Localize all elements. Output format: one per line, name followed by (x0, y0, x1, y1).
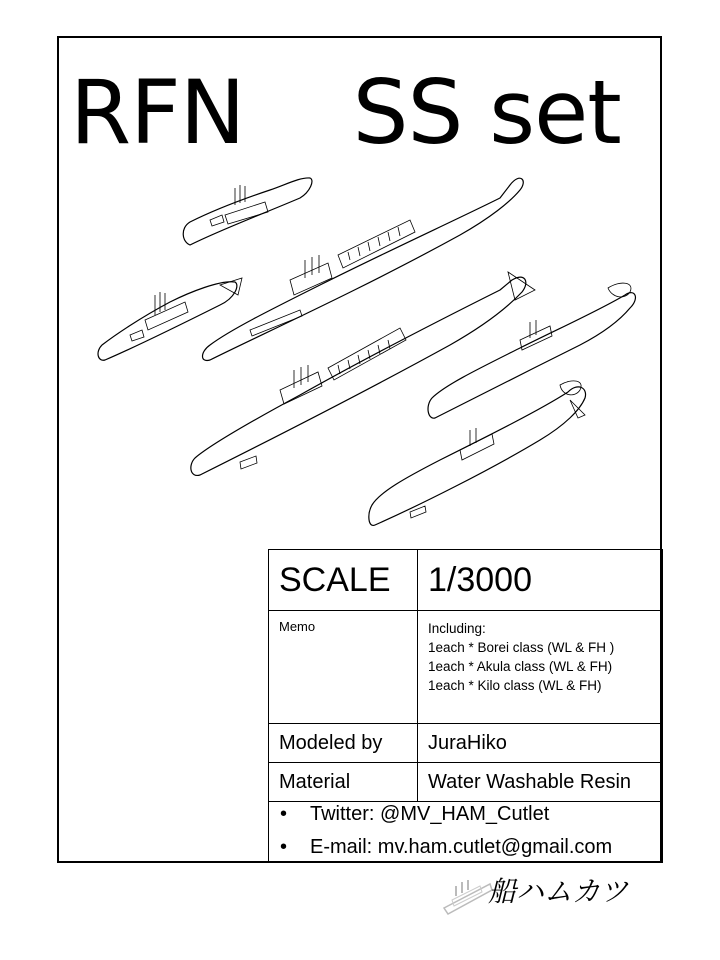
akula-submarine-wl (428, 283, 635, 418)
modeled-by-label: Modeled by (269, 724, 418, 763)
borei-submarine-wl (203, 178, 524, 360)
memo-value (418, 611, 663, 724)
scale-value: 1/3000 (418, 550, 663, 611)
modeled-by-value: JuraHiko (418, 724, 663, 763)
scale-row (269, 550, 663, 611)
memo-row (269, 611, 663, 724)
kilo-submarine-fh (98, 278, 242, 360)
submarine-illustration (60, 160, 660, 545)
memo-line: 1each * Borei class (WL & FH ) (428, 640, 615, 655)
memo-heading: Including: (428, 621, 486, 636)
kilo-submarine-wl (183, 178, 312, 245)
memo-line: 1each * Kilo class (WL & FH) (428, 678, 602, 693)
modeled-by-row (269, 724, 663, 763)
contact-box (268, 795, 663, 863)
logo-text: 船ハムカツ (488, 875, 629, 908)
scale-label: SCALE (269, 550, 418, 611)
page-title (70, 58, 670, 168)
memo-label: Memo (269, 611, 418, 724)
email-contact: • E-mail: mv.ham.cutlet@gmail.com (270, 832, 661, 862)
material-value: Water Washable Resin (418, 763, 663, 802)
memo-line: 1each * Akula class (WL & FH) (428, 659, 613, 674)
title-right: SS set (352, 61, 621, 164)
borei-submarine-fh (191, 272, 535, 475)
akula-submarine-fh (369, 381, 586, 526)
spec-table (268, 549, 663, 802)
material-label: Material (269, 763, 418, 802)
title-left: RFN (70, 61, 245, 164)
twitter-contact: • Twitter: @MV_HAM_Cutlet (270, 799, 661, 829)
